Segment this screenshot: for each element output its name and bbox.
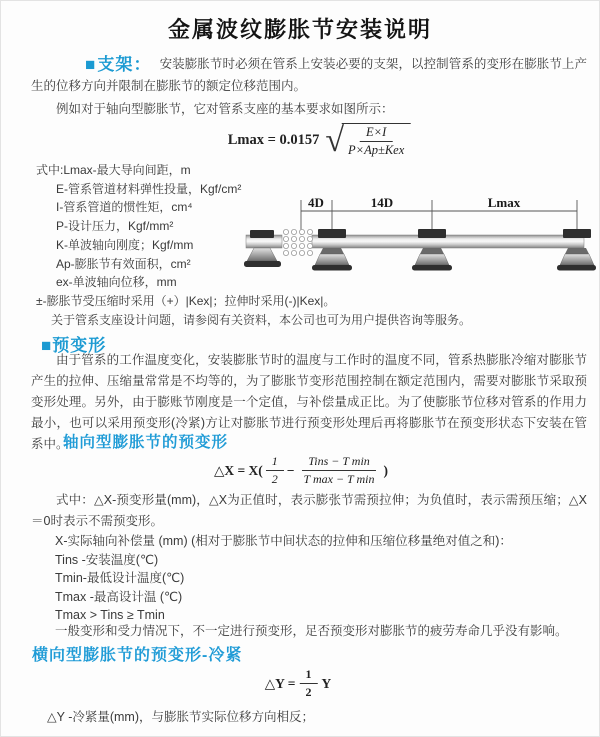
definition-line: I-管系管道的惯性矩，cm⁴ [56, 200, 193, 215]
lateral-preform-formula [261, 667, 335, 700]
axial-definitions-list [55, 532, 595, 625]
dimension-label-lmax: Lmax [487, 195, 521, 210]
definition-line: Tmin-最低设计温度(℃) [55, 571, 185, 585]
axial-note-paragraph: 式中：△X-预变形量(mm)，△X为正值时，表示膨张节需预拉伸；为负值时，表示需预压缩；△X＝0时表示不需预变形。 [31, 493, 587, 528]
definition-line: X-实际轴向补偿量 (mm) (相对于膨胀节中间状态的拉伸和压缩位移量绝对值之和)： [55, 534, 512, 548]
lateral-formula-suffix: Y [321, 675, 332, 691]
axial-formula-prefix: △X = X( [213, 462, 263, 478]
fraction-denominator: 2 [305, 685, 312, 699]
definition-line: ex-单波轴向位移，mm [56, 275, 177, 290]
section-marker-icon: ■ [85, 55, 97, 74]
section-marker-icon: ■ [41, 336, 53, 355]
guide-support [312, 229, 352, 271]
support-intro-text: 安装膨胀节时必须在管系上安装必要的支架，以控制管系的变形在膨胀节上产生的位移方向并限制在膨胀节的额定位移范围内。 [31, 57, 587, 94]
axial-preform-heading: 轴向型膨胀节的预变形 [63, 434, 229, 451]
lmax-formula-lhs: Lmax = 0.0157 [227, 132, 320, 148]
preform-heading-label: 预变形 [52, 336, 107, 355]
one-half-fraction [266, 454, 284, 487]
consulting-note-line: 关于管系支座设计问题，请参阅有关资料，本公司也可为用户提供咨询等服务。 [51, 312, 472, 327]
definition-line: Tins -安装温度(℃) [55, 552, 159, 567]
fraction-numerator: Tins − T min [302, 454, 376, 471]
lmax-formula-fraction [342, 123, 410, 158]
support-example-line: 例如对于轴向型膨胀节，它对管系支座的基本要求如图所示： [56, 101, 394, 116]
definition-line: E-管系管道材料弹性投量，Kgf/cm² [56, 181, 242, 196]
support-section [31, 53, 587, 120]
definition-line: Tmax > Tins ≥ Tmin [55, 608, 165, 622]
support-intro-paragraph [31, 53, 587, 98]
lateral-formula-prefix: △Y = [264, 675, 296, 691]
bellows-icon [283, 229, 312, 255]
axial-formula-suffix: ) [383, 462, 389, 478]
one-half-fraction [299, 667, 317, 700]
dimension-label-14d: 14D [370, 195, 394, 210]
lmax-formula-denominator: P×Ap±Kex [348, 143, 405, 157]
definition-line: Tmax -最高设计温 (℃) [55, 589, 183, 604]
fraction-denominator: T max − T min [303, 472, 375, 486]
lateral-preform-heading: 横向型膨胀节的预变形-冷紧 [32, 647, 243, 664]
guide-support [412, 229, 452, 271]
page-title: 金属波纹膨胀节安装说明 [167, 17, 432, 42]
fraction-numerator: 1 [266, 454, 284, 471]
axial-preform-formula [211, 454, 391, 487]
definition-line: P-设计压力，Kgf/mm² [56, 219, 174, 234]
definition-line: Ap-膨胀节有效面积，cm² [56, 256, 191, 271]
pipe-support-diagram [244, 191, 596, 291]
temperature-fraction [298, 454, 381, 487]
definition-line: 式中:Lmax-最大导向间距，m [36, 163, 191, 177]
definition-line: K-单波轴向刚度；Kgf/mm [56, 237, 194, 252]
pipe [312, 235, 584, 248]
dimension-label-4d: 4D [308, 195, 324, 210]
minus-sign: − [286, 462, 295, 478]
section-heading-support [85, 55, 152, 74]
preform-body-paragraph: 由于管系的工作温度变化，安装膨胀节时的温度与工作时的温度不同，管系热膨胀冷缩对膨胀节产生的拉伸、压缩量常常是不均等的，为了膨胀节变形范围控制在额定范围内，需要对膨胀节采取预变形处理。另外，由于膨账节刚度是一个定值，与补偿量成正比。为了使膨胀节位移对管系的作用力最小，也可以采用预变形(冷紧)方让对膨胀节进行预变形处理后再将膨胀节在预变形状态下安装在管系中。 [31, 353, 587, 451]
fraction-numerator: 1 [299, 667, 317, 684]
definition-line: ±-膨胀节受压缩时采用（+）|Kex|；拉伸时采用(-)|Kex|。 [36, 293, 336, 308]
lmax-formula-numerator: E×I [360, 125, 392, 142]
lmax-formula: Lmax = 0.0157 √ $\frac{E\times I}{\text{P×Ap±Kex}}$ [228, 123, 411, 158]
fraction-denominator: 2 [271, 472, 278, 486]
support-heading-label: 支架： [97, 55, 152, 74]
axial-closing-line: 一般变形和受力情况下，不一定进行预变形，足否预变形对膨胀节的疲劳寿命几乎没有影响。 [55, 624, 568, 638]
axial-note-block [31, 490, 587, 532]
lateral-note-line: △Y -冷紧量(mm)，与膨胀节实际位移方向相反； [47, 710, 315, 724]
